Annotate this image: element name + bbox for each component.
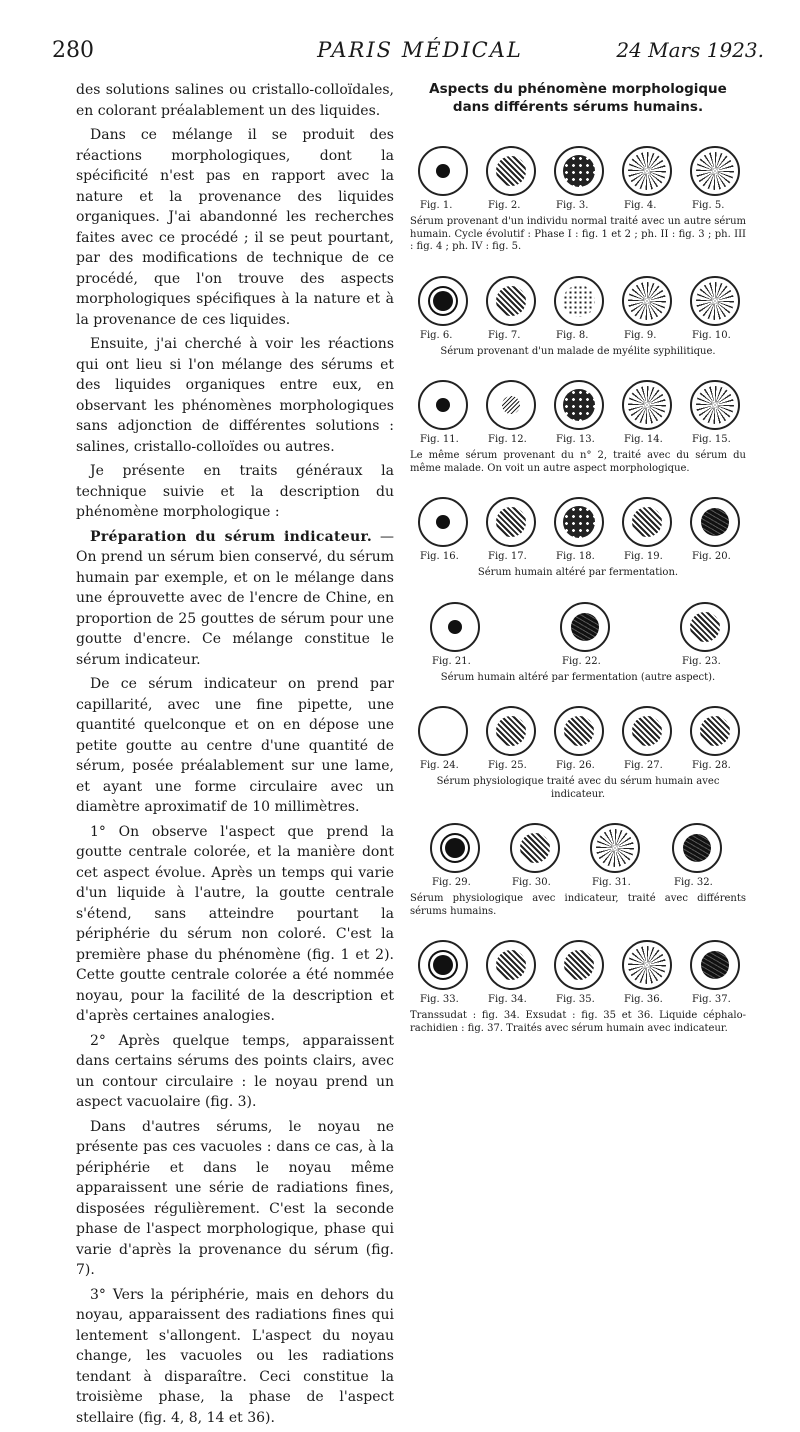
figure-specimen xyxy=(510,823,560,873)
specimen-circle xyxy=(418,146,468,196)
figure-plate xyxy=(410,80,746,1035)
nucleus-dark xyxy=(571,613,599,641)
figure-row xyxy=(410,380,746,434)
specimen-circle xyxy=(430,823,480,873)
specimen-circle xyxy=(510,823,560,873)
figure-specimen xyxy=(554,146,604,196)
nucleus-hatched xyxy=(564,950,594,980)
figure-specimen xyxy=(690,380,740,430)
figure-label: Fig. 29. xyxy=(432,877,471,888)
specimen-circle xyxy=(622,706,672,756)
figure-label: Fig. 1. xyxy=(420,200,453,211)
nucleus-stellate xyxy=(628,386,666,424)
nucleus-stellate xyxy=(696,282,734,320)
figure-caption: Sérum provenant d'un individu normal traité avec un autre sérum humain. Cycle évolutif : Phase I : fig. 1 et 2 ; ph. II : fig. 3 ; ph. III : fig. 4 ; ph. IV : fig. 5. xyxy=(410,216,746,252)
figure-row xyxy=(410,940,746,994)
figure-specimen xyxy=(554,276,604,326)
specimen-circle xyxy=(590,823,640,873)
figure-row xyxy=(410,276,746,330)
figure-labels xyxy=(410,200,746,214)
figure-label: Fig. 10. xyxy=(692,329,731,341)
figure-specimen xyxy=(430,602,480,652)
figure-label: Fig. 17. xyxy=(488,551,527,562)
figure-row xyxy=(410,602,746,656)
figure-specimen xyxy=(680,602,730,652)
nucleus-hatched xyxy=(690,612,720,642)
specimen-circle xyxy=(430,602,480,652)
figure-specimen xyxy=(622,276,672,326)
figure-label: Fig. 32. xyxy=(674,877,713,888)
page-number: 280 xyxy=(52,38,94,63)
figure-label: Fig. 31. xyxy=(592,877,631,888)
nucleus-dark xyxy=(701,508,729,536)
figure-caption: Sérum physiologique traité avec du sérum humain avec indicateur. xyxy=(436,776,720,800)
figure-specimen xyxy=(486,276,536,326)
figure-specimen xyxy=(486,940,536,990)
paragraph: Je présente en traits généraux la technique suivie et la description du phénomène morphologique : xyxy=(76,463,394,520)
figure-label: Fig. 34. xyxy=(488,994,527,1005)
figure-specimen xyxy=(622,380,672,430)
nucleus-hatched xyxy=(496,156,526,186)
specimen-circle xyxy=(418,940,468,990)
running-header xyxy=(52,38,764,66)
specimen-circle xyxy=(554,146,604,196)
specimen-circle xyxy=(418,497,468,547)
figure-specimen xyxy=(418,146,468,196)
specimen-circle xyxy=(486,380,536,430)
figure-labels xyxy=(410,994,746,1008)
figure-specimen xyxy=(672,823,722,873)
specimen-circle xyxy=(690,146,740,196)
figure-label: Fig. 11. xyxy=(420,434,459,445)
article-text-column xyxy=(76,80,394,1432)
specimen-circle xyxy=(622,940,672,990)
plate-title: Aspects du phénomène morphologique dans différents sérums humains. xyxy=(429,81,727,115)
specimen-circle xyxy=(554,940,604,990)
figure-caption: Le même sérum provenant du n° 2, traité avec du sérum du même malade. On voit un autre aspect morphologique. xyxy=(410,450,746,474)
nucleus-stellate xyxy=(596,829,634,867)
figure-label: Fig. 25. xyxy=(488,760,527,771)
nucleus-stellate xyxy=(628,152,666,190)
nucleus-vacuolar xyxy=(563,506,595,538)
figure-specimen xyxy=(418,380,468,430)
figure-label: Fig. 13. xyxy=(556,434,595,445)
specimen-circle xyxy=(690,706,740,756)
paragraph: des solutions salines ou cristallo-colloïdales, en colorant préalablement un des liquides. xyxy=(76,82,394,119)
figure-label: Fig. 33. xyxy=(420,994,459,1005)
figure-label: Fig. 14. xyxy=(624,434,663,445)
specimen-circle xyxy=(622,146,672,196)
paragraph: Dans ce mélange il se produit des réactions morphologiques, dont la spécificité n'est pas en rapport avec la nature et la provenance des liquides organiques. J'ai abandonné les recherches faites avec ce procédé ; il se peut pourtant, par des modifications de technique de ce procédé, que l'on trouve des aspects morphologiques spécifiques à la nature et à la provenance de ces liquides. xyxy=(76,127,394,328)
nucleus-hatched xyxy=(496,286,526,316)
nucleus-vacuolar xyxy=(563,155,595,187)
figure-label: Fig. 2. xyxy=(488,200,521,211)
figure-label: Fig. 16. xyxy=(420,551,459,562)
figure-labels xyxy=(410,760,746,774)
paragraph: 2° Après quelque temps, apparaissent dans certains sérums des points clairs, avec un contour circulaire : le noyau prend un aspect vacuolaire (fig. 3). xyxy=(76,1032,394,1110)
specimen-circle xyxy=(486,276,536,326)
figure-label: Fig. 21. xyxy=(432,655,471,667)
specimen-circle xyxy=(554,380,604,430)
specimen-circle xyxy=(554,276,604,326)
figure-label: Fig. 26. xyxy=(556,760,595,771)
specimen-circle xyxy=(690,380,740,430)
figure-label: Fig. 37. xyxy=(692,994,731,1005)
figure-specimen xyxy=(418,706,468,756)
figure-specimen xyxy=(486,380,536,430)
paragraph-body: — On prend un sérum bien conservé, du sérum humain par exemple, et on le mélange dans une éprouvette avec de l'encre de Chine, en proportion de 25 gouttes de sérum pour une goutte d'encre. Ce mélange constitue le sérum indicateur. xyxy=(76,528,394,668)
subheading: Préparation du sérum indicateur. xyxy=(90,528,373,545)
figure-label: Fig. 23. xyxy=(682,655,721,667)
figure-label: Fig. 22. xyxy=(562,655,601,667)
nucleus-dotted xyxy=(563,285,595,317)
figure-specimen xyxy=(622,497,672,547)
figure-label: Fig. 18. xyxy=(556,551,595,562)
figure-label: Fig. 15. xyxy=(692,434,731,445)
journal-title: PARIS MÉDICAL xyxy=(317,38,523,62)
figure-row xyxy=(410,146,746,200)
nucleus-dark xyxy=(683,834,711,862)
figure-specimen xyxy=(418,940,468,990)
figure-label: Fig. 12. xyxy=(488,434,527,445)
specimen-circle xyxy=(418,706,468,756)
figure-caption: Sérum physiologique avec indicateur, traité avec différents sérums humains. xyxy=(410,893,746,917)
figure-specimen xyxy=(418,497,468,547)
nucleus-hatched xyxy=(496,507,526,537)
figure-specimen xyxy=(622,146,672,196)
paragraph-serum-preparation xyxy=(76,527,394,671)
specimen-circle xyxy=(690,940,740,990)
nucleus-hatched xyxy=(520,833,550,863)
nucleus-stellate xyxy=(628,282,666,320)
figure-specimen xyxy=(554,706,604,756)
figure-specimen xyxy=(486,146,536,196)
figure-labels xyxy=(410,877,746,891)
figure-specimen xyxy=(486,497,536,547)
specimen-circle xyxy=(418,380,468,430)
figure-label: Fig. 27. xyxy=(624,760,663,771)
figure-specimen xyxy=(622,706,672,756)
figure-row xyxy=(410,706,746,760)
figure-label: Fig. 28. xyxy=(692,760,731,771)
figure-caption: Transsudat : fig. 34. Exsudat : fig. 35 et 36. Liquide céphalo-rachidien : fig. 37. Traités avec sérum humain avec indicateur. xyxy=(410,1010,746,1034)
figure-row xyxy=(410,823,746,877)
paragraph: De ce sérum indicateur on prend par capillarité, avec une fine pipette, une quantité quelconque et on en dépose une petite goutte au centre d'une quantité de sérum, posée préalablement sur une lame, et ayant une forme circulaire avec un diamètre aproximatif de 10 millimètres. xyxy=(76,676,394,815)
nucleus-hatched xyxy=(632,716,662,746)
nucleus-hatched xyxy=(564,716,594,746)
figure-label: Fig. 30. xyxy=(512,877,551,888)
specimen-circle xyxy=(486,940,536,990)
figure-label: Fig. 19. xyxy=(624,551,663,562)
specimen-circle xyxy=(486,706,536,756)
specimen-circle xyxy=(680,602,730,652)
figure-label: Fig. 5. xyxy=(692,200,725,211)
specimen-circle xyxy=(690,276,740,326)
specimen-circle xyxy=(554,497,604,547)
figure-specimen xyxy=(622,940,672,990)
figure-caption: Sérum provenant d'un malade de myélite syphilitique. xyxy=(440,345,716,357)
figure-label: Fig. 9. xyxy=(624,329,657,341)
figure-labels xyxy=(410,330,746,344)
specimen-circle xyxy=(554,706,604,756)
nucleus-hatched xyxy=(700,716,730,746)
nucleus-dot xyxy=(436,398,450,412)
plate-rows xyxy=(410,146,746,1035)
nucleus-hatched xyxy=(632,507,662,537)
nucleus-vacuolar xyxy=(563,389,595,421)
paragraph: Ensuite, j'ai cherché à voir les réactions qui ont lieu si l'on mélange des sérums et des liquides organiques entre eux, en observant les phénomènes morphologiques sans adjonction de différentes solutions : salines, cristallo-colloïdes ou autres. xyxy=(76,336,394,455)
nucleus-hatched xyxy=(496,950,526,980)
figure-labels xyxy=(410,434,746,448)
paragraph: 3° Vers la périphérie, mais en dehors du noyau, apparaissent des radiations fines qui lentement s'allongent. L'aspect du noyau change, les vacuoles ou les radiations tendant à disparaître. Ceci constitue la troisième phase, la phase de l'aspect stellaire (fig. 4, 8, 14 et 36). xyxy=(76,1286,394,1426)
specimen-circle xyxy=(486,146,536,196)
figure-specimen xyxy=(590,823,640,873)
figure-specimen xyxy=(690,276,740,326)
nucleus-hatched xyxy=(496,716,526,746)
figure-label: Fig. 35. xyxy=(556,994,595,1005)
specimen-circle xyxy=(622,380,672,430)
nucleus-stellate xyxy=(628,946,666,984)
figure-label: Fig. 6. xyxy=(420,329,453,341)
figure-specimen xyxy=(554,380,604,430)
specimen-circle xyxy=(486,497,536,547)
figure-label: Fig. 7. xyxy=(488,329,521,341)
specimen-circle xyxy=(622,497,672,547)
figure-row xyxy=(410,497,746,551)
specimen-circle xyxy=(622,276,672,326)
nucleus-ring xyxy=(445,838,465,858)
figure-label: Fig. 4. xyxy=(624,200,657,211)
specimen-circle xyxy=(560,602,610,652)
nucleus-dot xyxy=(436,515,450,529)
figure-label: Fig. 8. xyxy=(556,329,589,341)
nucleus-ring xyxy=(433,955,453,975)
nucleus-ring xyxy=(433,291,453,311)
figure-label: Fig. 24. xyxy=(420,760,459,771)
issue-date: 24 Mars 1923. xyxy=(616,38,764,62)
nucleus-stellate xyxy=(696,152,734,190)
figure-caption: Sérum humain altéré par fermentation (autre aspect). xyxy=(440,671,716,683)
figure-specimen xyxy=(554,497,604,547)
figure-specimen xyxy=(690,497,740,547)
figure-label: Fig. 3. xyxy=(556,200,589,211)
figure-label: Fig. 20. xyxy=(692,551,731,562)
figure-specimen xyxy=(690,706,740,756)
figure-caption: Sérum humain altéré par fermentation. xyxy=(477,567,679,578)
figure-specimen xyxy=(560,602,610,652)
nucleus-dot xyxy=(436,164,450,178)
specimen-circle xyxy=(690,497,740,547)
specimen-circle xyxy=(672,823,722,873)
paragraph: 1° On observe l'aspect que prend la goutte centrale colorée, et la manière dont cet aspect évolue. Après un temps qui varie d'un liquide à l'autre, la goutte centrale s'étend, sans atteindre pourtant la périphérie du sérum non coloré. C'est la première phase du phénomène (fig. 1 et 2). Cette goutte centrale colorée a été nommée noyau, pour la facilité de la description et d'après certaines analogies. xyxy=(76,823,394,1024)
nucleus-stellate xyxy=(696,386,734,424)
figure-labels xyxy=(410,656,746,670)
paragraph: Dans d'autres sérums, le noyau ne présente pas ces vacuoles : dans ce cas, à la périphérie et dans le noyau même apparaissent une série de radiations fines, disposées régulièrement. C'est la seconde phase de l'aspect morphologique, phase qui varie d'après la provenance du sérum (fig. 7). xyxy=(76,1118,394,1278)
figure-specimen xyxy=(690,940,740,990)
figure-label: Fig. 36. xyxy=(624,994,663,1005)
nucleus-dark xyxy=(701,951,729,979)
figure-labels xyxy=(410,551,746,565)
figure-specimen xyxy=(690,146,740,196)
nucleus-fine xyxy=(502,396,520,414)
specimen-circle xyxy=(418,276,468,326)
figure-specimen xyxy=(418,276,468,326)
nucleus-dot xyxy=(448,620,462,634)
figure-specimen xyxy=(430,823,480,873)
figure-specimen xyxy=(554,940,604,990)
figure-specimen xyxy=(486,706,536,756)
